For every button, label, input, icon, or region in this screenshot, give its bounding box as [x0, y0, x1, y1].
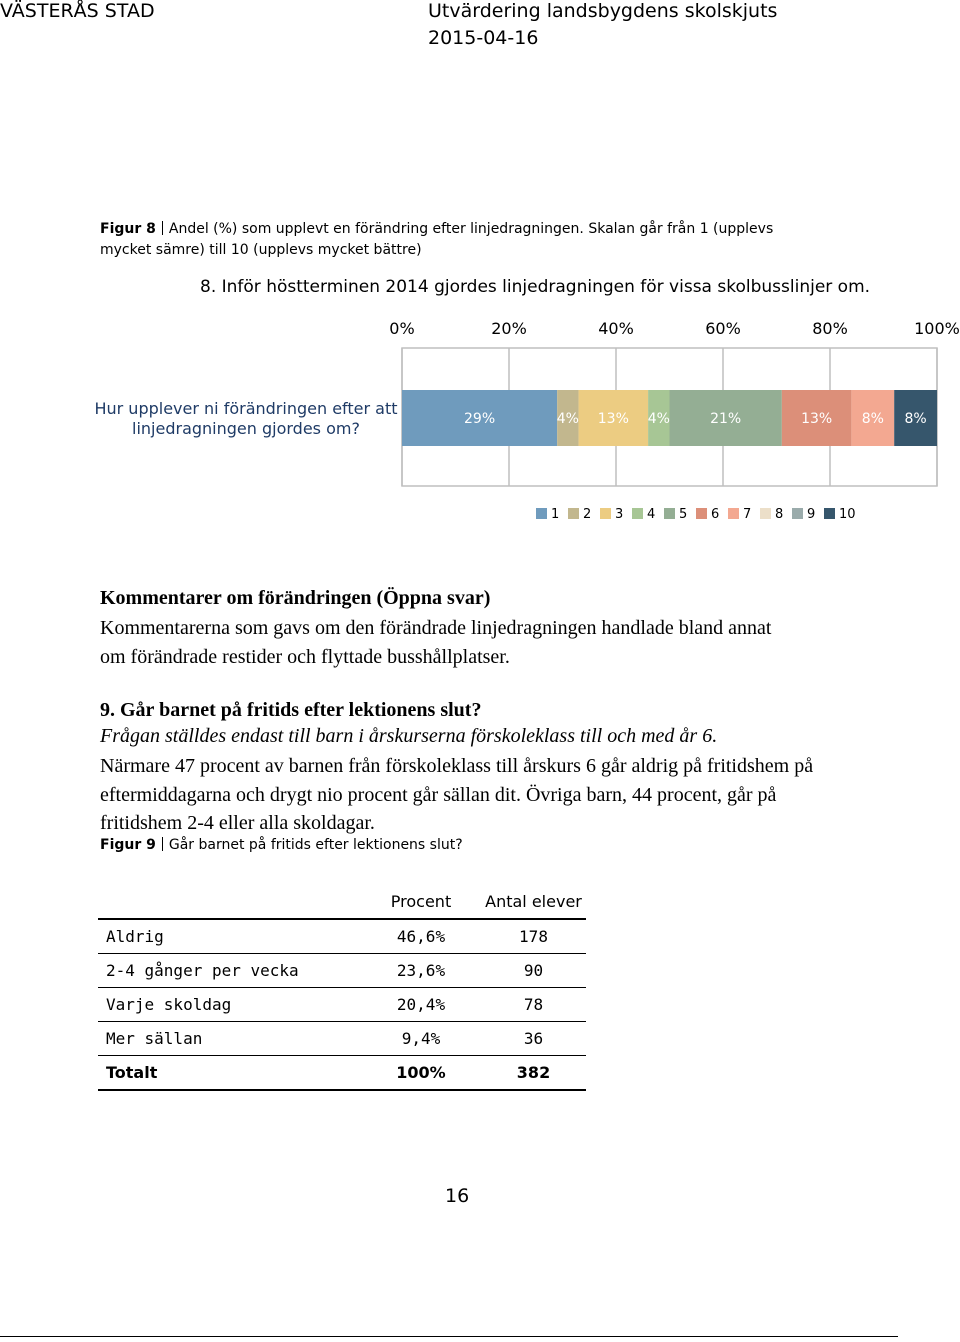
table-total-cell: 100%: [396, 1063, 446, 1082]
page-number: 16: [445, 1185, 470, 1207]
table-row: [98, 988, 586, 1022]
table-header-cell: Procent: [390, 892, 452, 911]
table-header-cell: Antal elever: [485, 892, 582, 911]
bar-data-label: 29%: [464, 411, 496, 427]
table-row: [98, 954, 586, 988]
figure-8-caption-text: Andel (%) som upplevt en förändring efter linjedragningen. Skalan går från 1 (upplevs mycket sämre) till 10 (upplevs mycket bättre): [100, 221, 774, 258]
table-total-cell: 382: [516, 1063, 551, 1082]
question-9-heading: 9. Går barnet på fritids efter lektionens slut?: [100, 699, 482, 721]
table-cell: 23,6%: [396, 961, 446, 980]
legend-swatch-9: [792, 508, 803, 519]
x-tick-label: 100%: [914, 319, 960, 338]
question-9-note: Frågan ställdes endast till barn i årskurserna förskoleklass till och med år 6.: [100, 725, 718, 747]
bar-data-label: 8%: [904, 411, 927, 427]
stacked-bar-chart: [0, 310, 960, 535]
header-report-title: Utvärdering landsbygdens skolskjuts: [428, 0, 778, 22]
table-total-cell: Totalt: [106, 1063, 158, 1082]
table-cell: 78: [523, 995, 544, 1014]
legend-swatch-5: [664, 508, 675, 519]
footer-rule: [0, 1336, 898, 1337]
legend-swatch-10: [824, 508, 835, 519]
chart-title: 8. Inför höstterminen 2014 gjordes linjedragningen för vissa skolbusslinjer om.: [200, 277, 871, 297]
comments-body: Kommentarerna som gavs om den förändrade linjedragningen handlade bland annat om förändrade restider och flyttade busshållplatser.: [100, 617, 772, 668]
table-cell: 9,4%: [401, 1029, 441, 1048]
table-cell: 178: [519, 927, 548, 946]
legend-label: 6: [711, 507, 720, 522]
figure-8-caption: [100, 219, 820, 261]
x-tick-label: 0%: [389, 319, 415, 338]
legend-swatch-2: [568, 508, 579, 519]
bar-data-label: 13%: [597, 411, 629, 427]
x-tick-label: 80%: [812, 319, 848, 338]
bar-data-label: 4%: [647, 411, 670, 427]
table-cell: Mer sällan: [106, 1029, 203, 1048]
legend-label: 3: [615, 507, 624, 522]
legend-label: 5: [679, 507, 688, 522]
legend-swatch-8: [760, 508, 771, 519]
legend-swatch-3: [600, 508, 611, 519]
question-9-body: Närmare 47 procent av barnen från förskoleklass till årskurs 6 går aldrig på fritidshem på eftermiddagarna och drygt nio procent går sällan dit. Övriga barn, 44 procent, går på fritidshem 2-4 eller alla skoldagar.: [100, 755, 814, 834]
legend-label: 1: [551, 507, 560, 522]
category-label: Hur upplever ni förändringen efter att: [94, 399, 398, 418]
bar-data-label: 13%: [801, 411, 833, 427]
frequency-table: [98, 885, 586, 1091]
table-cell: 2-4 gånger per vecka: [106, 961, 299, 980]
x-tick-label: 60%: [705, 319, 741, 338]
figure-9-label: Figur 9: [100, 837, 156, 853]
legend-swatch-7: [728, 508, 739, 519]
x-tick-label: 20%: [491, 319, 527, 338]
figure-9-caption: [100, 837, 463, 853]
legend-label: 2: [583, 507, 592, 522]
legend-swatch-1: [536, 508, 547, 519]
table-cell: 36: [523, 1029, 544, 1048]
table-cell: 90: [523, 961, 544, 980]
bar-data-label: 21%: [710, 411, 742, 427]
legend-swatch-6: [696, 508, 707, 519]
x-tick-label: 40%: [598, 319, 634, 338]
table-row: [98, 1022, 586, 1056]
figure-9-caption-text: Går barnet på fritids efter lektionens slut?: [168, 837, 463, 853]
comments-heading: Kommentarer om förändringen (Öppna svar): [100, 587, 491, 609]
legend-label: 4: [647, 507, 656, 522]
legend-label: 10: [839, 507, 856, 522]
figure-8-label: Figur 8: [100, 221, 156, 237]
header-date: 2015-04-16: [428, 27, 539, 49]
legend-label: 7: [743, 507, 752, 522]
table-row: [98, 919, 586, 954]
legend-label: 9: [807, 507, 816, 522]
table-header-cell: [98, 885, 361, 919]
bar-data-label: 4%: [556, 411, 579, 427]
legend-label: 8: [775, 507, 784, 522]
category-label: linjedragningen gjordes om?: [132, 419, 360, 438]
header-organization: VÄSTERÅS STAD: [0, 0, 155, 22]
table-cell: Aldrig: [106, 927, 164, 946]
table-cell: 46,6%: [396, 927, 446, 946]
table-cell: Varje skoldag: [106, 995, 232, 1014]
legend-swatch-4: [632, 508, 643, 519]
bar-data-label: 8%: [861, 411, 884, 427]
table-cell: 20,4%: [396, 995, 446, 1014]
table-header-row: [98, 885, 586, 919]
table-total-row: [98, 1056, 586, 1091]
